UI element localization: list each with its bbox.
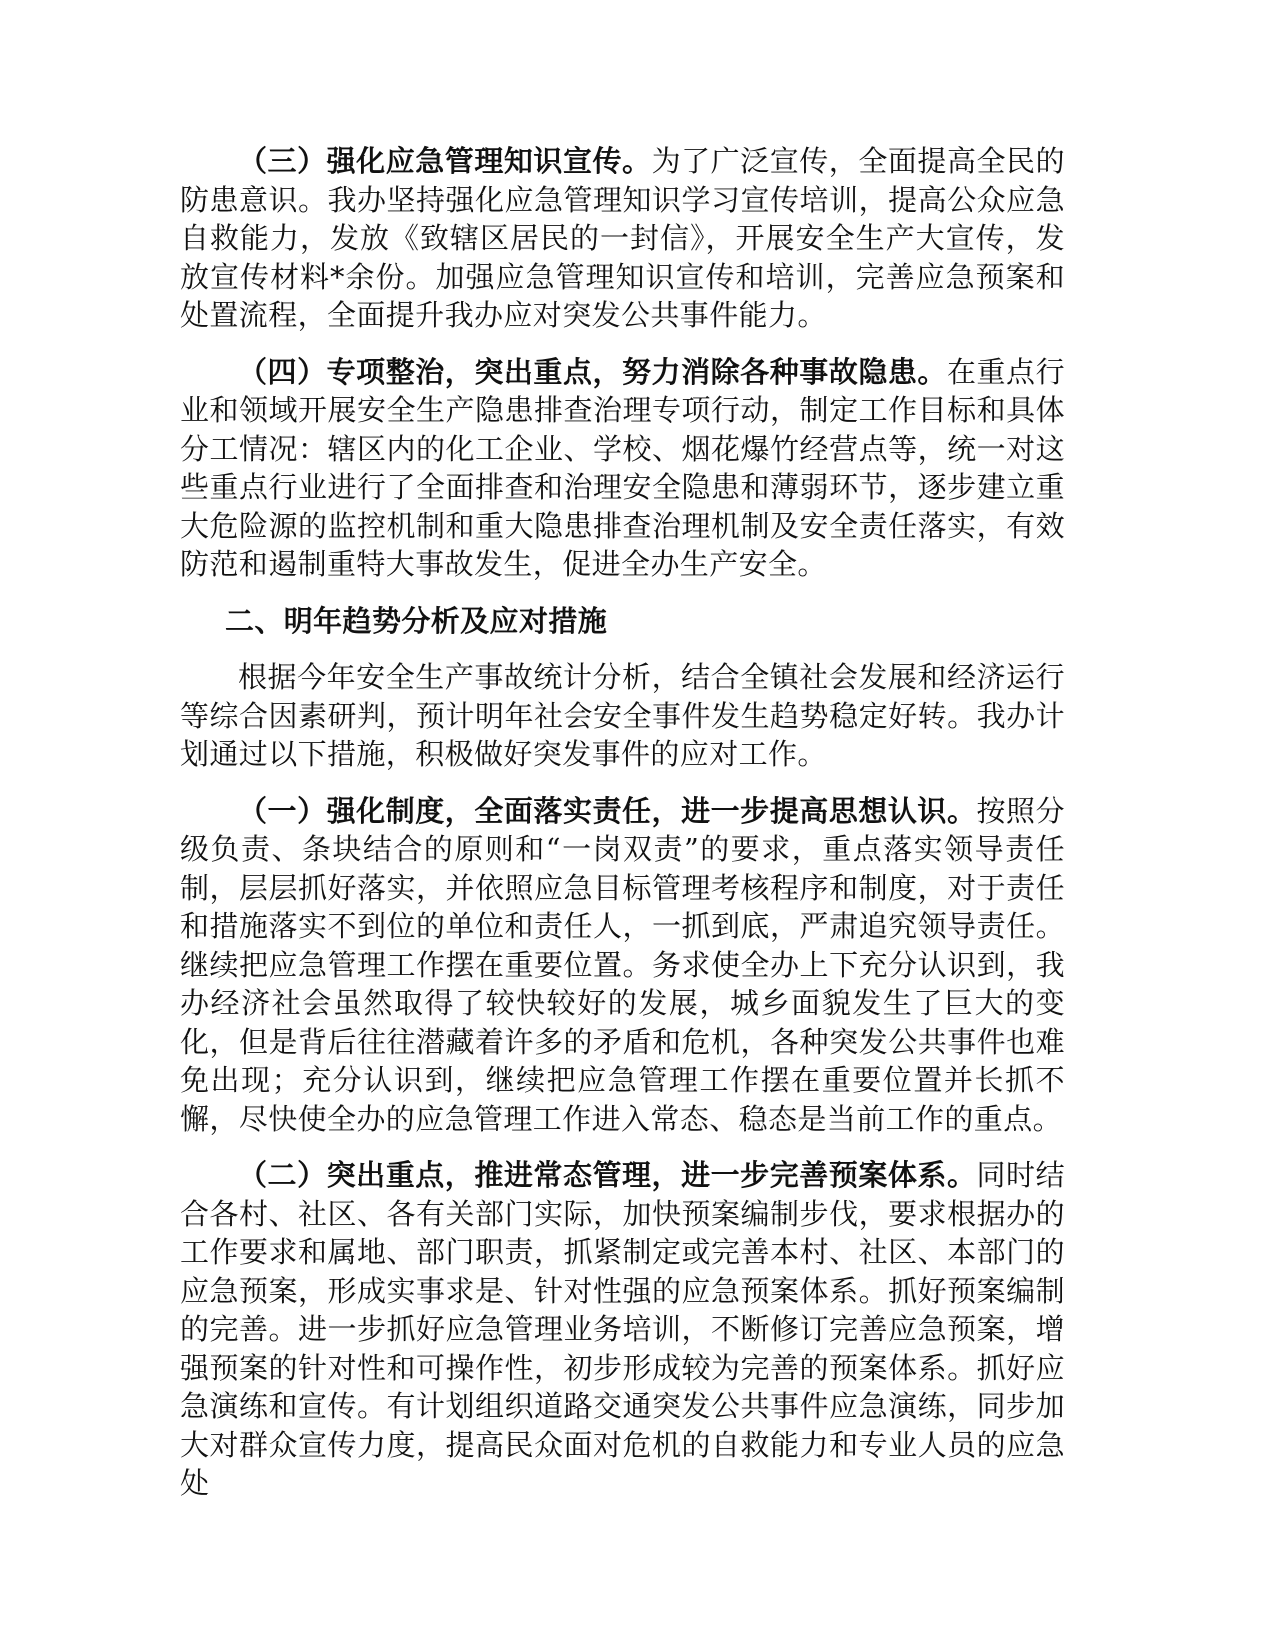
section-heading: 二、明年趋势分析及应对措施: [224, 603, 608, 638]
paragraph-lead: （二）突出重点，推进常态管理，进一步完善预案体系。: [238, 1158, 977, 1192]
paragraph-body: 同时结合各村、社区、各有关部门实际，加快预案编制步伐，要求根据办的工作要求和属地、部门职责，抓紧制定或完善本村、社区、本部门的应急预案，形成实事求是、针对性强的应急预案体系。抓好预案编制的完善。进一步抓好应急管理业务培训，不断修订完善应急预案，增强预案的针对性和可操作性，初步形成较为完善的预案体系。抓好应急演练和宣传。有计划组织道路交通突发公共事件应急演练，同步加大对群众宣传力度，提高民众面对危机的自救能力和专业人员的应急处: [180, 1158, 1065, 1500]
paragraph-publicity: [180, 142, 1065, 335]
document-page: [180, 142, 1065, 1521]
paragraph-rectification: [180, 353, 1065, 584]
paragraph-lead: （四）专项整治，突出重点，努力消除各种事故隐患。: [238, 354, 947, 389]
paragraph-measure-one: [180, 792, 1065, 1139]
paragraph-body: 按照分级负责、条块结合的原则和“一岗双责”的要求，重点落实领导责任制，层层抓好落实，并依照应急目标管理考核程序和制度，对于责任和措施落实不到位的单位和责任人，一抓到底，严肃追究领导责任。继续把应急管理工作摆在重要位置。务求使全办上下充分认识到，我办经济社会虽然取得了较快较好的发展，城乡面貌发生了巨大的变化，但是背后往往潜藏着许多的矛盾和危机，各种突发公共事件也难免出现；充分认识到，继续把应急管理工作摆在重要位置并长抓不懈，尽快使全办的应急管理工作进入常态、稳态是当前工作的重点。: [180, 793, 1065, 1136]
paragraph-lead: （一）强化制度，全面落实责任，进一步提高思想认识。: [238, 793, 977, 828]
paragraph-body: 在重点行业和领域开展安全生产隐患排查治理专项行动，制定工作目标和具体分工情况：辖区内的化工企业、学校、烟花爆竹经营点等，统一对这些重点行业进行了全面排查和治理安全隐患和薄弱环节，逐步建立重大危险源的监控机制和重大隐患排查治理机制及安全责任落实，有效防范和遏制重特大事故发生，促进全办生产安全。: [180, 354, 1065, 581]
paragraph-body: 为了广泛宣传，全面提高全民的防患意识。我办坚持强化应急管理知识学习宣传培训，提高公众应急自救能力，发放《致辖区居民的一封信》，开展安全生产大宣传，发放宣传材料*余份。加强应急管理知识宣传和培训，完善应急预案和处置流程，全面提升我办应对突发公共事件能力。: [180, 144, 1065, 332]
section-intro: 根据今年安全生产事故统计分析，结合全镇社会发展和经济运行等综合因素研判，预计明年社会安全事件发生趋势稳定好转。我办计划通过以下措施，积极做好突发事件的应对工作。: [180, 660, 1065, 771]
paragraph-lead: （三）强化应急管理知识宣传。: [238, 144, 652, 178]
paragraph-measure-two: [180, 1156, 1065, 1503]
